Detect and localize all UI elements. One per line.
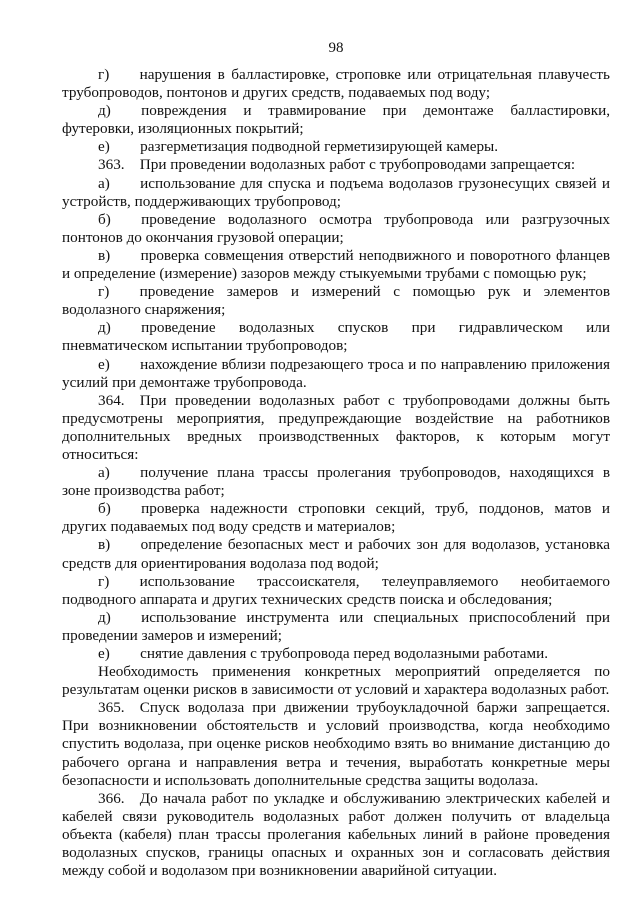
clause-363-b: б) проведение водолазного осмотра трубопровода или разгрузочных понтонов до окончания грузовой операции;: [62, 210, 610, 246]
clause-363-d: д) повреждения и травмирование при демонтаже балластировки, футеровки, изоляционных покрытий;: [62, 102, 610, 138]
clause-365: 365. Спуск водолаза при движении трубоукладочной баржи запрещается. При возникновении обстоятельств и условий производства, когда необходимо спустить водолаза, при оценке рисков необходимо взять во внимание дистанцию до рабочего органа и направления ветра и течения, выработать конкретные меры безопасности и использовать дополнительные средства защиты водолаза.: [62, 699, 610, 789]
clause-364-e: е) снятие давления с трубопровода перед водолазными работами.: [98, 645, 549, 662]
clause-363-e: е) разгерметизация подводной герметизирующей камеры.: [98, 138, 499, 156]
clause-364-v: в) определение безопасных мест и рабочих зон для водолазов, установка средств для ориентирования водолаза под водой;: [62, 536, 610, 572]
clause-364-g: г) использование трассоискателя, телеуправляемого необитаемого подводного аппарата и других технических средств поиска и обследования;: [62, 572, 610, 608]
clause-364-d: д) использование инструмента или специальных приспособлений при проведении замеров и измерений;: [62, 608, 610, 644]
clause-363-e2: е) нахождение вблизи подрезающего троса и по направлению приложения усилий при демонтаже трубопровода.: [62, 355, 610, 391]
clause-363-g2: г) проведение замеров и измерений с помощью рук и элементов водолазного снаряжения;: [62, 283, 610, 319]
clause-363-v: в) проверка совмещения отверстий неподвижного и поворотного фланцев и определение (измерение) зазоров между стыкуемыми трубами с помощью рук;: [62, 246, 610, 283]
clause-363-g: г) нарушения в балластировке, строповке или отрицательная плавучесть трубопроводов, понтонов и других средств, подаваемых под воду;: [62, 66, 610, 102]
document-body: [62, 66, 610, 880]
clause-363-a: а) использование для спуска и подъема водолазов грузонесущих связей и устройств, поддерживающих трубопровод;: [62, 174, 610, 210]
clause-363-d2: д) проведение водолазных спусков при гидравлическом или пневматическом испытании трубопроводов;: [62, 319, 610, 355]
clause-364-note: Необходимость применения конкретных мероприятий определяется по результатам оценки рисков в зависимости от условий и характера водолазных работ.: [62, 663, 610, 699]
page-number: 98: [328, 40, 344, 56]
clause-364: 364. При проведении водолазных работ с трубопроводами должны быть предусмотрены мероприятия, предупреждающие воздействие на работников дополнительных вредных производственных факторов, к которым могут относиться:: [62, 391, 610, 463]
clause-364-a: а) получение плана трассы пролегания трубопроводов, находящихся в зоне производства работ;: [62, 464, 610, 500]
clause-363: 363. При проведении водолазных работ с трубопроводами запрещается:: [98, 156, 576, 174]
clause-364-b: б) проверка надежности строповки секций, труб, поддонов, матов и других подаваемых под воду средств и материалов;: [62, 500, 610, 536]
clause-366: 366. До начала работ по укладке и обслуживанию электрических кабелей и кабелей связи руководитель водолазных работ должен получить от владельца объекта (кабеля) план трассы пролегания кабельных линий в районе проведения водолазных спусков, границы опасных и охранных зон и согласовать действия между собой и водолазом при возникновении аварийной ситуации.: [62, 789, 610, 880]
